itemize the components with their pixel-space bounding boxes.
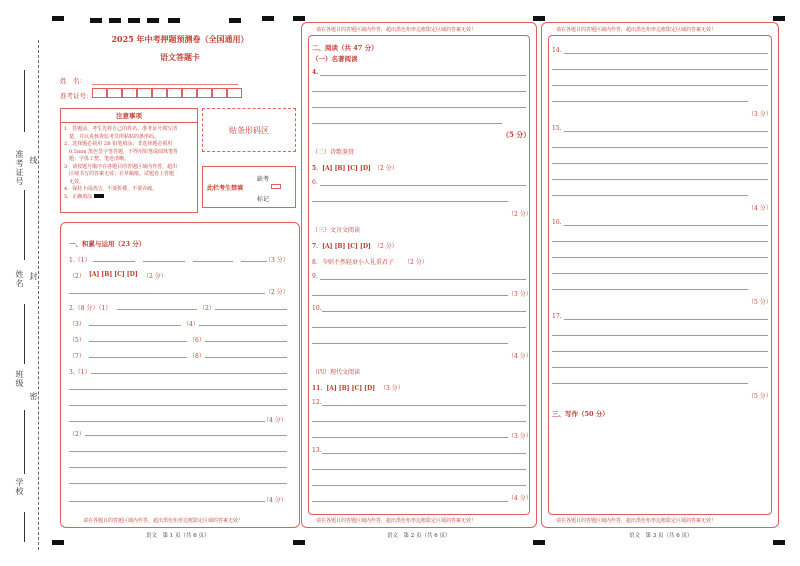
- position-mark: [773, 16, 785, 21]
- answer-line[interactable]: [320, 185, 526, 186]
- q17-score: （5 分）: [748, 393, 772, 400]
- q10-score: （4 分）: [508, 353, 532, 360]
- q11-score: （3 分）: [380, 385, 404, 392]
- q2-label: 2.（8 分）（1）: [69, 305, 112, 312]
- answer-line[interactable]: [552, 367, 768, 368]
- notes-title: 注意事项: [61, 109, 197, 123]
- answer-line[interactable]: [312, 91, 526, 92]
- q5-options[interactable]: 5．[A] [B] [C] [D]: [312, 165, 371, 172]
- q6-label: 6.: [312, 179, 318, 186]
- footer-warning: 请在各题目的答题区域内作答，超出黑色矩形边框限定区域的答案无效！: [316, 518, 477, 524]
- answer-line[interactable]: [320, 279, 526, 280]
- q15-score: （4 分）: [748, 205, 772, 212]
- binding-xian-label: 线: [29, 156, 38, 165]
- answer-line[interactable]: [552, 289, 748, 290]
- q13-score: （4 分）: [508, 495, 532, 502]
- exam-no-digit-box[interactable]: [107, 88, 122, 98]
- exam-no-digit-box[interactable]: [197, 88, 212, 98]
- answer-line[interactable]: [552, 147, 768, 148]
- q3-1-score: （4 分）: [263, 417, 287, 424]
- q9-label: 9.: [312, 273, 318, 280]
- section3-title: 三、写作（50 分）: [552, 410, 609, 418]
- q2-2-label: （2）: [199, 305, 215, 312]
- answer-line[interactable]: [69, 389, 287, 390]
- answer-line[interactable]: [312, 123, 502, 124]
- position-mark: [773, 540, 785, 545]
- answer-line[interactable]: [143, 261, 185, 262]
- page-title: 2025 年中考押题预测卷（全国通用）: [111, 34, 249, 44]
- position-mark: [147, 18, 159, 23]
- answer-line[interactable]: [205, 357, 287, 358]
- answer-line[interactable]: [312, 107, 526, 108]
- answer-line[interactable]: [552, 195, 748, 196]
- answer-line[interactable]: [552, 241, 768, 242]
- answer-line[interactable]: [85, 435, 287, 436]
- position-mark: [52, 540, 64, 545]
- q2-3-label: （3）: [69, 321, 85, 328]
- answer-line[interactable]: [564, 225, 768, 226]
- answer-line[interactable]: [552, 69, 768, 70]
- position-mark: [293, 16, 305, 21]
- position-mark: [109, 18, 121, 23]
- answer-line[interactable]: [552, 383, 748, 384]
- binding-dashed-line: [38, 40, 39, 550]
- q6-score: （2 分）: [508, 211, 532, 218]
- q2-6-label: （6）: [189, 337, 205, 344]
- answer-line[interactable]: [552, 273, 768, 274]
- q12-label: 12.: [312, 399, 322, 406]
- absent-label: 此栏考生禁填: [207, 185, 244, 192]
- absent-box: [202, 166, 296, 208]
- q5-score: （2 分）: [374, 165, 398, 172]
- answer-line[interactable]: [69, 483, 287, 484]
- q4-label: 4.: [312, 69, 319, 76]
- notes-item: 2．选择题必须用 2B 铅笔填涂；非选择题必须用: [64, 141, 173, 147]
- answer-line[interactable]: [552, 335, 768, 336]
- position-mark: [229, 18, 241, 23]
- position-mark: [52, 16, 64, 21]
- sub2-title: （二）诗歌鉴赏: [312, 149, 355, 156]
- binding-field-line: [24, 70, 25, 132]
- binding-field-line: [24, 512, 25, 542]
- q11-options[interactable]: 11．[A] [B] [C] [D]: [312, 385, 376, 392]
- notes-item: [61, 194, 197, 202]
- page-number: 语文 第 2 页（共 6 页）: [387, 533, 451, 539]
- q10-label: 10.: [312, 305, 322, 312]
- answer-line[interactable]: [312, 469, 526, 470]
- answer-line[interactable]: [312, 421, 526, 422]
- answer-line[interactable]: [552, 101, 748, 102]
- binding-feng-label: 封: [29, 272, 38, 281]
- footer-warning: 请在各题目的答题区域内作答，超出黑色矩形边框限定区域的答案无效！: [556, 518, 717, 524]
- section2-title: 二、阅读（共 47 分）: [312, 44, 378, 52]
- binding-school-label: 学校: [15, 478, 24, 496]
- section3-panel: [541, 22, 779, 528]
- sub1-title: （一）名著阅读: [312, 55, 358, 63]
- notes-item: 区域书写的答案无效；在草稿纸、试题卷上答题: [64, 171, 175, 177]
- answer-line[interactable]: [312, 295, 508, 296]
- q16-score: （5 分）: [748, 299, 772, 306]
- sub4-title: （四）现代文阅读: [312, 369, 361, 376]
- header-warning: 请在各题目的答题区域内作答，超出黑色矩形边框限定区域的答案无效！: [316, 27, 477, 33]
- position-mark: [90, 18, 102, 23]
- exam-no-digit-box[interactable]: [182, 88, 197, 98]
- q13-label: 13.: [312, 447, 322, 454]
- answer-line[interactable]: [241, 261, 267, 262]
- answer-line[interactable]: [322, 311, 526, 312]
- q3-2-score: （4 分）: [263, 497, 287, 504]
- position-mark: [128, 18, 140, 23]
- binding-field-line: [24, 410, 25, 474]
- q2-8-label: （8）: [189, 353, 205, 360]
- answer-line[interactable]: [199, 325, 287, 326]
- q2-5-label: （5）: [69, 337, 85, 344]
- answer-line[interactable]: [89, 357, 187, 358]
- answer-line[interactable]: [320, 75, 526, 76]
- notes-item: 1．答题前，考生先将自己的姓名、准考证号填写清: [64, 126, 178, 132]
- position-mark: [293, 540, 305, 545]
- section2-panel: [301, 22, 537, 528]
- position-mark: [533, 16, 545, 21]
- answer-line[interactable]: [205, 341, 287, 342]
- q1-1-label: 1.（1）: [69, 257, 91, 264]
- answer-line[interactable]: [312, 501, 508, 502]
- answer-line[interactable]: [69, 421, 265, 422]
- q17-label: 17.: [552, 313, 562, 320]
- notes-item: 0.5mm 黑色签字笔答题，不得用铅笔或圆珠笔答: [64, 148, 179, 155]
- answer-line[interactable]: [93, 261, 135, 262]
- name-field[interactable]: [92, 84, 238, 85]
- q7-score: （2 分）: [374, 243, 398, 250]
- q3-1-label: 3.（1）: [69, 369, 91, 376]
- page-number: 语文 第 1 页（共 6 页）: [146, 533, 210, 539]
- answer-line[interactable]: [564, 319, 768, 320]
- q15-label: 15.: [552, 125, 562, 132]
- name-label: 姓 名：: [60, 77, 86, 85]
- page-subtitle: 语文答题卡: [160, 52, 200, 62]
- q1-1-score: （3 分）: [265, 257, 289, 264]
- notes-item: 3．请按题号顺序在各题目的答题区域内作答，超出: [64, 163, 178, 170]
- q16-label: 16.: [552, 219, 562, 226]
- answer-line[interactable]: [89, 341, 187, 342]
- section1-panel: [60, 222, 300, 528]
- notes-item: 无效。: [64, 178, 85, 185]
- answer-line[interactable]: [552, 163, 768, 164]
- notes-item: 题；字体工整、笔迹清晰。: [64, 156, 130, 162]
- answer-line[interactable]: [193, 261, 233, 262]
- answer-line[interactable]: [564, 53, 768, 54]
- position-mark: [533, 540, 545, 545]
- exam-no-digit-box[interactable]: [152, 88, 167, 98]
- q7-options[interactable]: 7．[A] [B] [C] [D]: [312, 243, 371, 250]
- answer-line[interactable]: [552, 257, 768, 258]
- answer-line[interactable]: [552, 85, 768, 86]
- answer-line[interactable]: [322, 405, 526, 406]
- position-mark: [262, 16, 274, 21]
- footer-warning: 请在各题目的答题区域内作答，超出黑色矩形边框限定区域的答案无效！: [83, 518, 244, 524]
- absent-mark-label-1: 缺考: [257, 176, 270, 183]
- answer-line[interactable]: [69, 501, 265, 502]
- section1-title: 一、积累与运用（23 分）: [69, 240, 146, 248]
- binding-field-line: [24, 304, 25, 364]
- q14-score: （3 分）: [748, 111, 772, 118]
- q1-2-options[interactable]: [A] [B] [C] [D]: [89, 271, 138, 278]
- binding-margin: [0, 40, 52, 550]
- q8-score: （2 分）: [404, 259, 428, 266]
- notes-item-label: 5．正确填涂: [64, 193, 93, 200]
- binding-class-label: 班级: [15, 370, 24, 388]
- barcode-area: 贴条形码区: [202, 108, 296, 152]
- answer-line[interactable]: [322, 453, 526, 454]
- answer-line[interactable]: [312, 201, 508, 202]
- answer-line[interactable]: [312, 327, 526, 328]
- answer-line[interactable]: [117, 309, 197, 310]
- q1-2-score-2: （2 分）: [265, 289, 289, 296]
- answer-line[interactable]: [312, 343, 508, 344]
- q4-score: （5 分）: [502, 130, 531, 139]
- header-warning: 请在各题目的答题区域内作答，超出黑色矩形边框限定区域的答案无效！: [556, 27, 717, 33]
- notes-item: 4．保持卡面清洁，不要折叠、不要弄破。: [64, 186, 158, 192]
- answer-line[interactable]: [69, 405, 287, 406]
- answer-line[interactable]: [312, 437, 508, 438]
- answer-line[interactable]: [564, 131, 768, 132]
- exam-no-digit-box[interactable]: [167, 88, 182, 98]
- answer-line[interactable]: [552, 179, 768, 180]
- notes-box: [60, 108, 198, 213]
- notes-item: 楚，并认真核查监考员所粘贴的条形码。: [64, 133, 160, 140]
- answer-line[interactable]: [91, 373, 287, 374]
- answer-line[interactable]: [69, 467, 287, 468]
- absent-checkbox[interactable]: [271, 184, 281, 189]
- exam-no-boxes[interactable]: [92, 88, 242, 98]
- exam-no-label: 准考证号：: [60, 92, 93, 100]
- binding-name-label: 姓名: [15, 270, 24, 288]
- section3-inner-box: [548, 35, 772, 515]
- answer-line[interactable]: [69, 293, 265, 294]
- filled-sample-icon: [94, 194, 104, 198]
- q12-score: （3 分）: [508, 433, 532, 440]
- answer-line[interactable]: [89, 325, 181, 326]
- position-mark: [168, 18, 180, 23]
- q2-7-label: （7）: [69, 353, 85, 360]
- q1-2-score: （2 分）: [143, 273, 167, 280]
- exam-no-digit-box[interactable]: [227, 88, 242, 98]
- exam-no-digit-box[interactable]: [122, 88, 137, 98]
- exam-no-digit-box[interactable]: [137, 88, 152, 98]
- binding-field-line: [24, 190, 25, 260]
- answer-line[interactable]: [312, 485, 526, 486]
- answer-line[interactable]: [69, 451, 287, 452]
- absent-mark-label-2: 标记: [257, 196, 270, 203]
- sub3-title: （三）文言文阅读: [312, 227, 361, 234]
- q2-4-label: （4）: [183, 321, 199, 328]
- exam-no-digit-box[interactable]: [92, 88, 107, 98]
- binding-exam-no-label: 准考证号: [15, 150, 24, 186]
- exam-no-digit-box[interactable]: [212, 88, 227, 98]
- answer-line[interactable]: [215, 309, 287, 310]
- q8-label: 8．今则不然轻衰小人礼重君子: [312, 259, 394, 266]
- q14-label: 14.: [552, 47, 562, 54]
- answer-line[interactable]: [552, 351, 768, 352]
- page-number: 语文 第 3 页（共 6 页）: [629, 533, 693, 539]
- binding-mi-label: 密: [29, 392, 38, 401]
- q3-2-label: （2）: [69, 431, 85, 438]
- q1-2-label: （2）: [69, 273, 85, 280]
- q9-score: （3 分）: [508, 291, 532, 298]
